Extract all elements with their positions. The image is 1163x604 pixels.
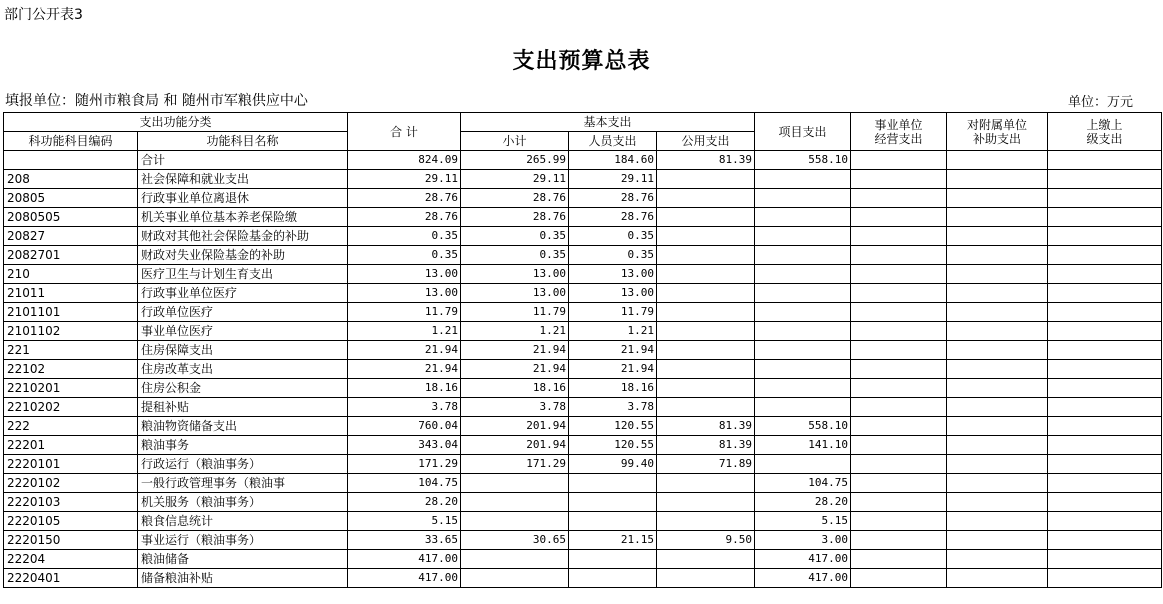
cell-code <box>4 151 138 170</box>
cell-code: 208 <box>4 170 138 189</box>
header-row-1 <box>4 113 1162 132</box>
cell-empty <box>947 417 1048 436</box>
cell-name: 住房改革支出 <box>138 360 348 379</box>
table-row <box>4 455 1162 474</box>
cell-total: 417.00 <box>348 569 461 588</box>
cell-public <box>657 550 755 569</box>
cell-project <box>755 341 851 360</box>
cell-project <box>755 189 851 208</box>
budget-table <box>3 112 1162 588</box>
cell-public <box>657 493 755 512</box>
cell-code: 2220150 <box>4 531 138 550</box>
cell-code: 2220101 <box>4 455 138 474</box>
cell-empty <box>947 246 1048 265</box>
header-project: 项目支出 <box>755 113 851 151</box>
cell-public: 9.50 <box>657 531 755 550</box>
table-body <box>4 151 1162 588</box>
cell-empty <box>851 227 947 246</box>
cell-empty <box>1048 398 1162 417</box>
cell-code: 22102 <box>4 360 138 379</box>
table-row <box>4 569 1162 588</box>
cell-empty <box>851 170 947 189</box>
table-row <box>4 284 1162 303</box>
cell-total: 760.04 <box>348 417 461 436</box>
cell-empty <box>1048 208 1162 227</box>
cell-project <box>755 284 851 303</box>
cell-empty <box>1048 322 1162 341</box>
cell-project <box>755 170 851 189</box>
cell-public <box>657 227 755 246</box>
cell-subtotal <box>461 474 569 493</box>
header-subtotal: 小计 <box>461 132 569 151</box>
cell-code: 2101101 <box>4 303 138 322</box>
cell-empty <box>1048 379 1162 398</box>
cell-empty <box>947 322 1048 341</box>
cell-empty <box>1048 265 1162 284</box>
cell-project <box>755 398 851 417</box>
table-row <box>4 341 1162 360</box>
table-row <box>4 436 1162 455</box>
table-row <box>4 398 1162 417</box>
cell-project <box>755 208 851 227</box>
cell-subtotal <box>461 493 569 512</box>
cell-name: 粮食信息统计 <box>138 512 348 531</box>
cell-empty <box>851 189 947 208</box>
cell-empty <box>851 151 947 170</box>
cell-subtotal: 3.78 <box>461 398 569 417</box>
cell-code: 2210202 <box>4 398 138 417</box>
cell-empty <box>851 360 947 379</box>
cell-personnel: 184.60 <box>569 151 657 170</box>
cell-personnel: 21.15 <box>569 531 657 550</box>
cell-empty <box>1048 493 1162 512</box>
cell-empty <box>1048 417 1162 436</box>
cell-subtotal: 0.35 <box>461 227 569 246</box>
cell-personnel: 120.55 <box>569 417 657 436</box>
cell-total: 0.35 <box>348 227 461 246</box>
cell-public <box>657 569 755 588</box>
cell-empty <box>947 189 1048 208</box>
cell-empty <box>851 379 947 398</box>
cell-empty <box>1048 436 1162 455</box>
cell-empty <box>947 436 1048 455</box>
cell-empty <box>851 531 947 550</box>
table-row <box>4 493 1162 512</box>
cell-subtotal: 1.21 <box>461 322 569 341</box>
cell-total: 18.16 <box>348 379 461 398</box>
cell-code: 2220103 <box>4 493 138 512</box>
cell-empty <box>851 208 947 227</box>
table-row <box>4 512 1162 531</box>
cell-empty <box>947 151 1048 170</box>
cell-personnel: 18.16 <box>569 379 657 398</box>
cell-personnel: 29.11 <box>569 170 657 189</box>
table-row <box>4 227 1162 246</box>
cell-empty <box>947 550 1048 569</box>
table-row <box>4 531 1162 550</box>
cell-personnel: 99.40 <box>569 455 657 474</box>
table-row <box>4 303 1162 322</box>
cell-personnel <box>569 474 657 493</box>
cell-empty <box>1048 170 1162 189</box>
header-subsidy-line1: 对附属单位 <box>967 117 1028 132</box>
cell-code: 22201 <box>4 436 138 455</box>
cell-subtotal: 11.79 <box>461 303 569 322</box>
cell-name: 储备粮油补贴 <box>138 569 348 588</box>
cell-personnel: 28.76 <box>569 189 657 208</box>
header-total: 合 计 <box>348 113 461 151</box>
cell-empty <box>851 322 947 341</box>
cell-personnel <box>569 512 657 531</box>
cell-total: 824.09 <box>348 151 461 170</box>
cell-total: 33.65 <box>348 531 461 550</box>
cell-total: 21.94 <box>348 360 461 379</box>
cell-empty <box>851 455 947 474</box>
cell-empty <box>947 455 1048 474</box>
cell-empty <box>1048 455 1162 474</box>
cell-subtotal: 28.76 <box>461 208 569 227</box>
table-row <box>4 246 1162 265</box>
cell-project: 3.00 <box>755 531 851 550</box>
cell-empty <box>851 512 947 531</box>
cell-name: 财政对其他社会保险基金的补助 <box>138 227 348 246</box>
currency-unit: 单位：万元 <box>1067 95 1133 110</box>
cell-subtotal: 265.99 <box>461 151 569 170</box>
cell-empty <box>1048 246 1162 265</box>
cell-name: 行政事业单位医疗 <box>138 284 348 303</box>
cell-project: 558.10 <box>755 417 851 436</box>
cell-name: 事业单位医疗 <box>138 322 348 341</box>
cell-total: 0.35 <box>348 246 461 265</box>
cell-empty <box>947 284 1048 303</box>
cell-empty <box>947 493 1048 512</box>
cell-name: 行政事业单位离退休 <box>138 189 348 208</box>
table-row <box>4 474 1162 493</box>
cell-project: 28.20 <box>755 493 851 512</box>
cell-empty <box>851 493 947 512</box>
cell-project <box>755 379 851 398</box>
cell-code: 2080505 <box>4 208 138 227</box>
cell-name: 住房公积金 <box>138 379 348 398</box>
cell-personnel: 3.78 <box>569 398 657 417</box>
table-row <box>4 417 1162 436</box>
cell-subtotal <box>461 550 569 569</box>
cell-name: 一般行政管理事务（粮油事 <box>138 474 348 493</box>
cell-project: 141.10 <box>755 436 851 455</box>
cell-name: 粮油储备 <box>138 550 348 569</box>
cell-public: 81.39 <box>657 151 755 170</box>
cell-empty <box>947 569 1048 588</box>
header-business <box>851 113 947 151</box>
cell-total: 104.75 <box>348 474 461 493</box>
cell-public <box>657 265 755 284</box>
table-row <box>4 151 1162 170</box>
table-row <box>4 189 1162 208</box>
cell-empty <box>851 436 947 455</box>
cell-total: 417.00 <box>348 550 461 569</box>
header-code: 科功能科目编码 <box>4 132 138 151</box>
cell-empty <box>1048 550 1162 569</box>
cell-total: 5.15 <box>348 512 461 531</box>
cell-total: 28.20 <box>348 493 461 512</box>
cell-subtotal <box>461 512 569 531</box>
cell-total: 1.21 <box>348 322 461 341</box>
cell-personnel: 21.94 <box>569 360 657 379</box>
cell-subtotal: 21.94 <box>461 341 569 360</box>
cell-total: 28.76 <box>348 189 461 208</box>
header-subsidy <box>947 113 1048 151</box>
cell-public <box>657 360 755 379</box>
cell-code: 2210201 <box>4 379 138 398</box>
cell-project <box>755 360 851 379</box>
cell-empty <box>1048 284 1162 303</box>
cell-name: 事业运行（粮油事务） <box>138 531 348 550</box>
cell-empty <box>947 303 1048 322</box>
cell-code: 20805 <box>4 189 138 208</box>
cell-public <box>657 341 755 360</box>
cell-personnel: 28.76 <box>569 208 657 227</box>
cell-public <box>657 512 755 531</box>
cell-empty <box>947 170 1048 189</box>
header-business-line2: 经营支出 <box>874 131 923 146</box>
cell-empty <box>947 360 1048 379</box>
table-row <box>4 265 1162 284</box>
table-row <box>4 550 1162 569</box>
cell-personnel <box>569 569 657 588</box>
header-basic: 基本支出 <box>461 113 755 132</box>
cell-personnel: 1.21 <box>569 322 657 341</box>
cell-empty <box>851 341 947 360</box>
sheet-label: 部门公开表3 <box>4 7 83 23</box>
cell-empty <box>1048 189 1162 208</box>
cell-empty <box>851 550 947 569</box>
cell-public <box>657 246 755 265</box>
cell-subtotal: 21.94 <box>461 360 569 379</box>
cell-empty <box>1048 531 1162 550</box>
cell-total: 21.94 <box>348 341 461 360</box>
cell-empty <box>851 265 947 284</box>
cell-empty <box>851 474 947 493</box>
cell-public: 81.39 <box>657 436 755 455</box>
cell-empty <box>947 208 1048 227</box>
cell-empty <box>851 246 947 265</box>
cell-personnel: 0.35 <box>569 246 657 265</box>
cell-subtotal: 13.00 <box>461 284 569 303</box>
cell-empty <box>1048 303 1162 322</box>
cell-name: 社会保障和就业支出 <box>138 170 348 189</box>
cell-project: 558.10 <box>755 151 851 170</box>
cell-subtotal: 171.29 <box>461 455 569 474</box>
header-remit-line1: 上缴上 <box>1086 117 1123 132</box>
header-public: 公用支出 <box>657 132 755 151</box>
cell-name: 财政对失业保险基金的补助 <box>138 246 348 265</box>
cell-project: 417.00 <box>755 569 851 588</box>
cell-project <box>755 303 851 322</box>
cell-name: 机关事业单位基本养老保险缴 <box>138 208 348 227</box>
cell-code: 2220105 <box>4 512 138 531</box>
cell-empty <box>1048 474 1162 493</box>
cell-subtotal: 30.65 <box>461 531 569 550</box>
cell-public <box>657 208 755 227</box>
cell-code: 2101102 <box>4 322 138 341</box>
cell-personnel: 120.55 <box>569 436 657 455</box>
cell-public <box>657 170 755 189</box>
header-business-line1: 事业单位 <box>874 117 923 132</box>
cell-empty <box>851 303 947 322</box>
cell-public <box>657 303 755 322</box>
table-row <box>4 360 1162 379</box>
cell-total: 29.11 <box>348 170 461 189</box>
cell-empty <box>1048 227 1162 246</box>
cell-subtotal: 29.11 <box>461 170 569 189</box>
cell-name: 粮油事务 <box>138 436 348 455</box>
cell-public <box>657 398 755 417</box>
cell-empty <box>1048 341 1162 360</box>
cell-code: 222 <box>4 417 138 436</box>
cell-name: 医疗卫生与计划生育支出 <box>138 265 348 284</box>
cell-personnel: 11.79 <box>569 303 657 322</box>
cell-project <box>755 455 851 474</box>
cell-empty <box>947 531 1048 550</box>
cell-personnel: 0.35 <box>569 227 657 246</box>
cell-empty <box>851 398 947 417</box>
cell-project: 417.00 <box>755 550 851 569</box>
cell-name: 住房保障支出 <box>138 341 348 360</box>
cell-subtotal <box>461 569 569 588</box>
table-row <box>4 208 1162 227</box>
cell-public <box>657 322 755 341</box>
cell-name: 合计 <box>138 151 348 170</box>
cell-empty <box>851 417 947 436</box>
cell-empty <box>947 341 1048 360</box>
cell-public: 71.89 <box>657 455 755 474</box>
cell-project <box>755 227 851 246</box>
cell-subtotal: 28.76 <box>461 189 569 208</box>
cell-code: 221 <box>4 341 138 360</box>
cell-empty <box>851 284 947 303</box>
cell-public <box>657 474 755 493</box>
cell-public <box>657 284 755 303</box>
cell-empty <box>1048 151 1162 170</box>
cell-subtotal: 201.94 <box>461 436 569 455</box>
cell-empty <box>851 569 947 588</box>
cell-personnel <box>569 550 657 569</box>
cell-name: 机关服务（粮油事务） <box>138 493 348 512</box>
cell-code: 2220102 <box>4 474 138 493</box>
header-func-class: 支出功能分类 <box>4 113 348 132</box>
cell-empty <box>947 379 1048 398</box>
cell-empty <box>947 474 1048 493</box>
cell-name: 粮油物资储备支出 <box>138 417 348 436</box>
header-name: 功能科目名称 <box>138 132 348 151</box>
cell-public <box>657 189 755 208</box>
header-remit-line2: 级支出 <box>1086 131 1123 146</box>
header-personnel: 人员支出 <box>569 132 657 151</box>
cell-project <box>755 246 851 265</box>
cell-empty <box>1048 512 1162 531</box>
cell-project: 104.75 <box>755 474 851 493</box>
cell-subtotal: 201.94 <box>461 417 569 436</box>
cell-empty <box>947 227 1048 246</box>
table-row <box>4 379 1162 398</box>
cell-empty <box>947 265 1048 284</box>
reporting-unit: 填报单位：随州市粮食局 和 随州市军粮供应中心 <box>5 93 308 109</box>
cell-personnel <box>569 493 657 512</box>
cell-public: 81.39 <box>657 417 755 436</box>
header-subsidy-line2: 补助支出 <box>973 131 1022 146</box>
cell-total: 13.00 <box>348 265 461 284</box>
cell-subtotal: 13.00 <box>461 265 569 284</box>
cell-code: 210 <box>4 265 138 284</box>
cell-public <box>657 379 755 398</box>
cell-personnel: 13.00 <box>569 265 657 284</box>
cell-project <box>755 265 851 284</box>
cell-empty <box>1048 569 1162 588</box>
cell-name: 行政运行（粮油事务） <box>138 455 348 474</box>
table-row <box>4 170 1162 189</box>
page-title: 支出预算总表 <box>512 49 651 74</box>
cell-name: 行政单位医疗 <box>138 303 348 322</box>
cell-name: 提租补贴 <box>138 398 348 417</box>
header-remit <box>1048 113 1162 151</box>
cell-personnel: 21.94 <box>569 341 657 360</box>
cell-total: 28.76 <box>348 208 461 227</box>
cell-empty <box>947 398 1048 417</box>
cell-total: 343.04 <box>348 436 461 455</box>
cell-code: 2220401 <box>4 569 138 588</box>
cell-code: 21011 <box>4 284 138 303</box>
cell-code: 22204 <box>4 550 138 569</box>
cell-empty <box>947 512 1048 531</box>
cell-total: 3.78 <box>348 398 461 417</box>
cell-code: 20827 <box>4 227 138 246</box>
table-row <box>4 322 1162 341</box>
cell-total: 13.00 <box>348 284 461 303</box>
cell-empty <box>1048 360 1162 379</box>
cell-subtotal: 18.16 <box>461 379 569 398</box>
cell-total: 171.29 <box>348 455 461 474</box>
cell-project: 5.15 <box>755 512 851 531</box>
cell-project <box>755 322 851 341</box>
cell-subtotal: 0.35 <box>461 246 569 265</box>
cell-personnel: 13.00 <box>569 284 657 303</box>
cell-total: 11.79 <box>348 303 461 322</box>
cell-code: 2082701 <box>4 246 138 265</box>
